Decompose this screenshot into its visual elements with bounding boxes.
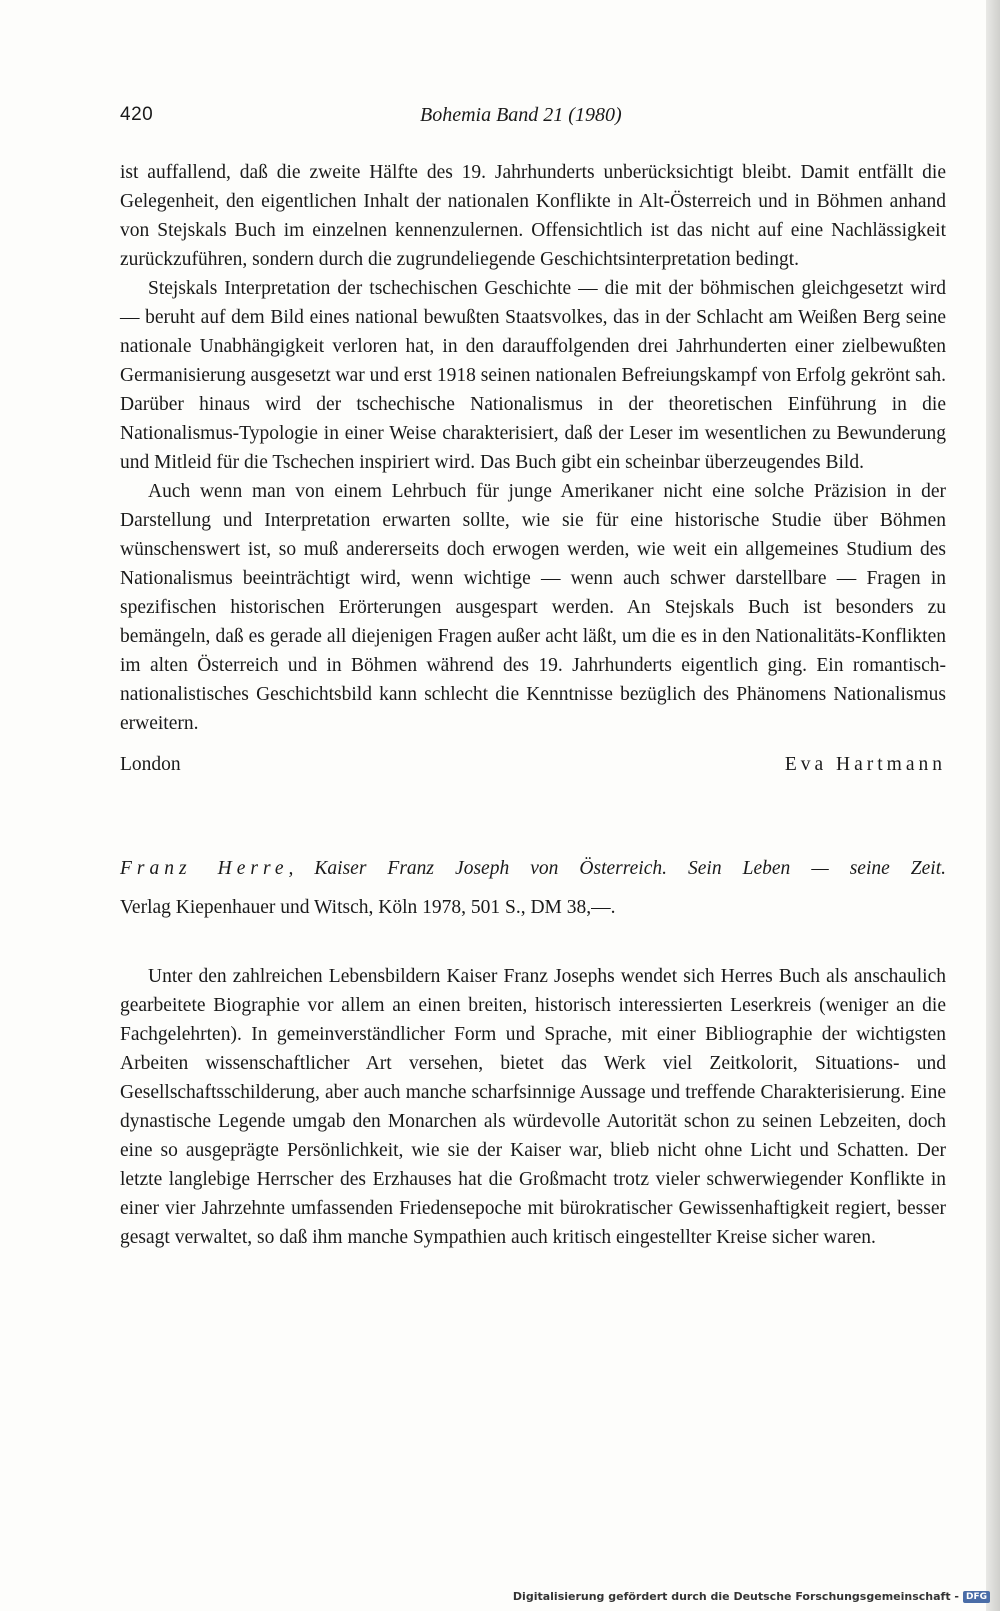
new-review xyxy=(120,854,946,1252)
review-signature xyxy=(120,750,946,780)
review-body xyxy=(120,962,946,1252)
journal-title: Bohemia Band 21 (1980) xyxy=(420,104,622,126)
dfg-logo: DFG xyxy=(963,1591,990,1603)
page-edge-shadow xyxy=(986,0,1000,1611)
book-title: , Kaiser Franz Joseph von Österreich. Sein Leben — seine Zeit. xyxy=(288,858,947,879)
signature-reviewer: Eva Hartmann xyxy=(784,754,946,775)
book-author: Franz Herre xyxy=(120,858,289,879)
footer-text: Digitalisierung gefördert durch die Deutsche Forschungsgemeinschaft - xyxy=(512,1590,959,1603)
book-citation xyxy=(120,854,946,883)
running-head xyxy=(120,104,646,134)
page-number: 420 xyxy=(120,104,154,125)
review1-paragraph-3: Auch wenn man von einem Lehrbuch für junge Amerikaner nicht eine solche Präzision in der Darstellung und Interpretation erwarten sollte, wie sie für eine historische Studie über Böhmen wünschenswert ist, so muß andererseits doch erwogen werden, wie weit ein allgemeines Studium des Nationalismus beeinträchtigt wird, wenn wichtige — wenn auch schwer darstellbare — Fragen in spezifischen historischen Erörterungen ausgespart werden. An Stejskals Buch ist besonders zu bemängeln, daß es gerade all diejenigen Fragen außer acht läßt, um die es in den Nationalitäts-Konflikten im alten Österreich und in Böhmen während des 19. Jahrhunderts eigentlich ging. Ein romantisch-nationalistisches Geschichtsbild kann schlecht die Kenntnisse bezüglich des Phänomens Nationalismus erweitern. xyxy=(120,481,946,734)
review-heading xyxy=(120,854,946,922)
digitization-footer xyxy=(513,1590,990,1603)
page-content xyxy=(120,158,946,1252)
review-continued xyxy=(120,158,946,780)
review1-paragraph-2: Stejskals Interpretation der tschechischen Geschichte — die mit der böhmischen gleichgesetzt wird — beruht auf dem Bild eines national bewußten Staatsvolkes, das in der Schlacht am Weißen Berg seine nationale Unabhängigkeit verloren hat, in den darauffolgenden drei Jahrhunderten einer zielbewußten Germanisierung ausgesetzt war und erst 1918 seinen nationalen Befreiungskampf von Erfolg gekrönt sah. Darüber hinaus wird der tschechische Nationalismus in der theoretischen Einführung in die Nationalismus-Typologie in einer Weise charakterisiert, daß der Leser im wesentlichen zu Bewunderung und Mitleid für die Tschechen inspiriert wird. Das Buch gibt ein scheinbar überzeugendes Bild. xyxy=(120,278,946,473)
book-publisher: Verlag Kiepenhauer und Witsch, Köln 1978, 501 S., DM 38,—. xyxy=(120,897,616,918)
review1-paragraph-1: ist auffallend, daß die zweite Hälfte des 19. Jahrhunderts unberücksichtigt bleibt. Damit entfällt die Gelegenheit, den eigentlichen Inhalt der nationalen Konflikte in Alt-Österreich und in Böhmen anhand von Stejskals Buch im einzelnen kennenzulernen. Offensichtlich ist das nicht auf eine Nachlässigkeit zurückzuführen, sondern durch die zugrundeliegende Geschichtsinterpretation bedingt. xyxy=(120,162,946,270)
signature-place: London xyxy=(120,754,181,775)
review2-paragraph-1: Unter den zahlreichen Lebensbildern Kaiser Franz Josephs wendet sich Herres Buch als anschaulich gearbeitete Biographie vor allem an einen breiten, historisch interessierten Leserkreis (weniger an die Fachgelehrten). In gemeinverständlicher Form und Sprache, mit einer Bibliographie der wichtigsten Arbeiten wissenschaftlicher Art versehen, bietet das Werk viel Zeitkolorit, Situations- und Gesellschaftsschilderung, aber auch manche scharfsinnige Aussage und treffende Charakterisierung. Eine dynastische Legende umgab den Monarchen als würdevolle Autorität schon zu seinen Lebzeiten, doch eine so ausgeprägte Persönlichkeit, wie sie der Kaiser war, blieb nicht ohne Licht und Schatten. Der letzte langlebige Herrscher des Erzhauses hat die Großmacht trotz vieler schwerwiegender Konflikte in einer vier Jahrzehnte umfassenden Friedensepoche mit bürokratischer Gewissenhaftigkeit regiert, besser gesagt verwaltet, so daß ihm manche Sympathien auch kritisch eingestellter Kreise sicher waren. xyxy=(120,966,946,1248)
